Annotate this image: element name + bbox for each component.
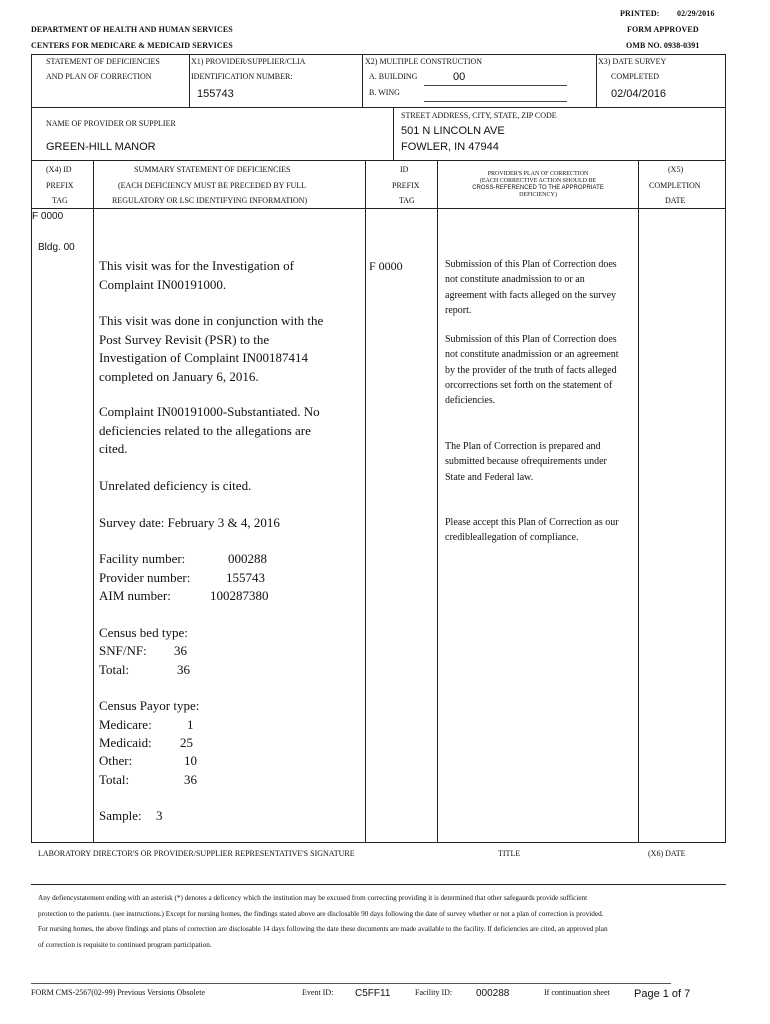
title-label: TITLE	[498, 849, 521, 858]
page-number: Page 1 of 7	[634, 988, 691, 1000]
signature-label: LABORATORY DIRECTOR'S OR PROVIDER/SUPPLIER REPRESENTATIVE'S SIGNATURE	[38, 849, 355, 858]
x1-label-line1: X1) PROVIDER/SUPPLIER/CLIA	[191, 57, 306, 66]
facility-id-value: 000288	[476, 988, 510, 999]
medicaid-value: 25	[180, 735, 193, 750]
printed-date: 02/29/2016	[677, 9, 715, 18]
x5-label: (X5)	[668, 165, 684, 174]
x4-id-label: (X4) ID	[46, 165, 72, 174]
department-name: DEPARTMENT OF HEALTH AND HUMAN SERVICES	[31, 25, 233, 34]
address-label: STREET ADDRESS, CITY, STATE, ZIP CODE	[401, 111, 557, 120]
payor-total-label: Total:	[99, 772, 130, 787]
medicare-label: Medicare:	[99, 717, 152, 732]
facility-id-label: Facility ID:	[415, 988, 453, 997]
omb-number: OMB NO. 0938-0391	[626, 41, 700, 50]
provider-name-label: NAME OF PROVIDER OR SUPPLIER	[46, 119, 176, 128]
building-tag: Bldg. 00	[38, 242, 75, 253]
census-payor-heading: Census Payor type:	[99, 698, 200, 713]
summary-paragraph-4: Unrelated deficiency is cited.	[99, 478, 252, 493]
summary-paragraph-3: Complaint IN00191000-Substantiated. No deficiencies related to the allegations are cited.	[99, 404, 320, 456]
summary-heading-line1: SUMMARY STATEMENT OF DEFICIENCIES	[134, 165, 291, 174]
facility-number-value: 000288	[228, 551, 267, 566]
tag-label-2: TAG	[399, 196, 415, 205]
date-label: DATE	[665, 196, 686, 205]
completion-label: COMPLETION	[649, 181, 701, 190]
provider-name-value: GREEN-HILL MANOR	[46, 141, 156, 153]
aim-number-value: 100287380	[210, 588, 269, 603]
plan-paragraph-4: Please accept this Plan of Correction as our credibleallegation of compliance.	[445, 517, 619, 544]
building-value: 00	[453, 71, 466, 83]
centers-name: CENTERS FOR MEDICARE & MEDICAID SERVICES	[31, 41, 233, 50]
statement-label-line1: STATEMENT OF DEFICIENCIES	[46, 57, 160, 66]
provider-number-value: 155743	[226, 570, 265, 585]
address-line2: FOWLER, IN 47944	[401, 141, 499, 153]
aim-number-label: AIM number:	[99, 588, 171, 603]
plan-heading-line1: PROVIDER'S PLAN OF CORRECTION	[487, 171, 589, 177]
plan-paragraph-2: Submission of this Plan of Correction does not constitute anadmission or an agreement by the provider of the truth of facts alleged orcorrections set forth on the statement of deficiencies.	[445, 334, 619, 407]
form-number: FORM CMS-2567(02-99) Previous Versions Obsolete	[31, 988, 206, 997]
medicare-value: 1	[187, 717, 194, 732]
sample-value: 3	[156, 808, 163, 823]
summary-paragraph-2: This visit was done in conjunction with the Post Survey Revisit (PSR) to the Investigation of Complaint IN00187414 completed on January 6, 2016.	[99, 313, 324, 384]
disclaimer-text: Any defiencystatement ending with an asterisk (*) denotes a deficency which the institution may be excused from correcting providing it is determined that other safegaurds provide sufficient protection to the patients. (see instructions.) Except for nursing homes, the findings stated above are disclosable 90 days following the date of survey whether or not a plan of correction is provided. For nursing homes, the above findings and plans of correction are disclosable 14 days following the date these documents are made available to the facility. If deficiencies are cited, an approved plan of correction is requisite to continued program participation.	[38, 894, 608, 949]
building-label: A. BUILDING	[369, 72, 418, 81]
plan-paragraph-1: Submission of this Plan of Correction does not constitute anadmission to or an agreement with facts alleged on the survey report.	[445, 259, 617, 316]
id-label: ID	[400, 165, 409, 174]
facility-number-label: Facility number:	[99, 551, 186, 566]
provider-id-value: 155743	[197, 88, 234, 100]
summary-heading-line3: REGULATORY OR LSC IDENTIFYING INFORMATION)	[112, 196, 308, 205]
medicaid-label: Medicaid:	[99, 735, 152, 750]
left-tag: F 0000	[32, 211, 64, 222]
sample-label: Sample:	[99, 808, 142, 823]
snf-value: 36	[174, 643, 187, 658]
plan-heading-line3: CROSS-REFERENCED TO THE APPROPRIATE	[472, 185, 604, 191]
address-line1: 501 N LINCOLN AVE	[401, 125, 505, 137]
other-value: 10	[184, 753, 197, 768]
plan-paragraph-3: The Plan of Correction is prepared and submitted because ofrequirements under State and Federal law.	[445, 441, 607, 483]
x3-label-line1: X3) DATE SURVEY	[598, 57, 667, 66]
x2-label: X2) MULTIPLE CONSTRUCTION	[365, 57, 483, 66]
snf-label: SNF/NF:	[99, 643, 147, 658]
census-bed-heading: Census bed type:	[99, 625, 188, 640]
survey-completed-date: 02/04/2016	[611, 88, 667, 100]
tag-label: TAG	[52, 196, 68, 205]
printed-label: PRINTED:	[620, 9, 660, 18]
event-id-value: C5FF11	[355, 988, 391, 999]
summary-paragraph-1: This visit was for the Investigation of Complaint IN00191000.	[99, 258, 294, 292]
survey-date: Survey date: February 3 & 4, 2016	[99, 515, 280, 530]
wing-label: B. WING	[369, 88, 400, 97]
x1-label-line2: IDENTIFICATION NUMBER:	[191, 72, 293, 81]
bed-total-label: Total:	[99, 662, 130, 677]
statement-label-line2: AND PLAN OF CORRECTION	[46, 72, 152, 81]
plan-heading-line4: DEFICIENCY)	[519, 192, 557, 198]
payor-total-value: 36	[184, 772, 197, 787]
x3-label-line2: COMPLETED	[611, 72, 659, 81]
prefix-label-2: PREFIX	[392, 181, 420, 190]
right-tag: F 0000	[369, 259, 403, 273]
plan-heading-line2: (EACH CORRECTIVE ACTION SHOULD BE	[479, 178, 597, 184]
provider-number-label: Provider number:	[99, 570, 191, 585]
form-approved: FORM APPROVED	[627, 25, 699, 34]
summary-heading-line2: (EACH DEFICIENCY MUST BE PRECEDED BY FULL	[118, 181, 307, 190]
continuation-label: If continuation sheet	[544, 988, 610, 997]
prefix-label: PREFIX	[46, 181, 74, 190]
bed-total-value: 36	[177, 662, 190, 677]
event-id-label: Event ID:	[302, 988, 334, 997]
other-label: Other:	[99, 753, 133, 768]
x6-date-label: (X6) DATE	[648, 849, 686, 858]
